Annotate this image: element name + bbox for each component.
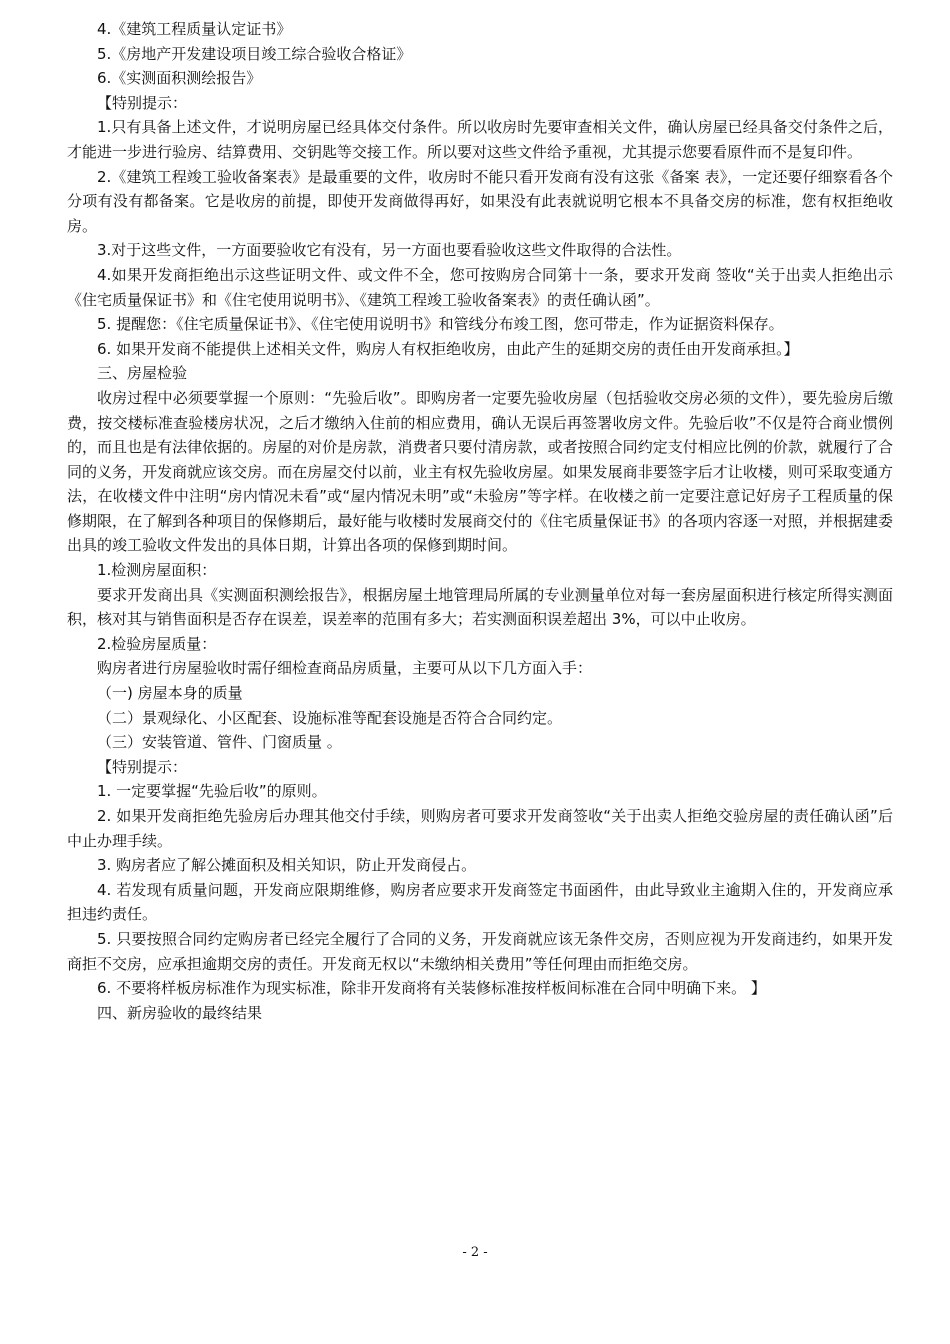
- paragraph: 5.《房地产开发建设项目竣工综合验收合格证》: [97, 44, 412, 63]
- document-body: [67, 17, 893, 1025]
- paragraph: 购房者进行房屋验收时需仔细检查商品房质量，主要可从以下几方面入手：: [97, 659, 593, 678]
- paragraph: 6. 如果开发商不能提供上述相关文件，购房人有权拒绝收房，由此产生的延期交房的责任由开发商承担。】: [97, 339, 799, 358]
- paragraph: 1.只有具备上述文件，才说明房屋已经具体交付条件。所以收房时先要审查相关文件，确认房屋已经具备交付条件之后，才能进一步进行验房、结算费用、交钥匙等交接工作。所以要对这些文件给予重视，尤其提示您要看原件而不是复印件。: [67, 118, 893, 161]
- paragraph: 3. 购房者应了解公摊面积及相关知识，防止开发商侵占。: [97, 856, 477, 875]
- paragraph: 2. 如果开发商拒绝先验房后办理其他交付手续，则购房者可要求开发商签收“关于出卖人拒绝交验房屋的责任确认函”后中止办理手续。: [67, 807, 893, 850]
- paragraph: 1. 一定要掌握“先验后收”的原则。: [97, 782, 327, 801]
- paragraph: 要求开发商出具《实测面积测绘报告》，根据房屋土地管理局所属的专业测量单位对每一套房屋面积进行核定所得实测面积，核对其与销售面积是否存在误差，误差率的范围有多大；若实测面积误差超出 3%，可以中止收房。: [67, 585, 893, 629]
- paragraph: 6. 不要将样板房标准作为现实标准，除非开发商将有关装修标准按样板间标准在合同中明确下来。 】: [97, 979, 766, 998]
- paragraph: 收房过程中必须要掌握一个原则：“先验后收”。即购房者一定要先验收房屋（包括验收交房必须的文件），要先验房后缴费，按交楼标准查验楼房状况，之后才缴纳入住前的相应费用，确认无误后再签署收房文件。先验后收”不仅是符合商业惯例的，而且也是有法律依据的。房屋的对价是房款，消费者只要付清房款，或者按照合同约定支付相应比例的价款，就履行了合同的义务，开发商就应该交房。而在房屋交付以前，业主有权先验收房屋。如果发展商非要签字后才让收楼，则可采取变通方法，在收楼文件中注明“房内情况未看”或“屋内情况未明”或“未验房”等字样。在收楼之前一定要注意记好房子工程质量的保修期限，在了解到各种项目的保修期后，最好能与收楼时发展商交付的《住宅质量保证书》的各项内容逐一对照，并根据建委出具的竣工验收文件发出的具体日期，计算出各项的保修到期时间。: [67, 388, 893, 555]
- paragraph: 4.《建筑工程质量认定证书》: [97, 20, 292, 38]
- section-heading: 三、房屋检验: [97, 364, 188, 383]
- paragraph: 【特别提示：: [97, 757, 188, 776]
- page-number: - 2 -: [462, 1245, 488, 1260]
- section-heading: 四、新房验收的最终结果: [97, 1003, 263, 1022]
- paragraph: 5. 只要按照合同约定购房者已经完全履行了合同的义务，开发商就应该无条件交房，否则应视为开发商违约，如果开发商拒不交房，应承担逾期交房的责任。开发商无权以“未缴纳相关费用”等任何理由而拒绝交房。: [67, 929, 893, 973]
- paragraph: 3.对于这些文件，一方面要验收它有没有，另一方面也要看验收这些文件取得的合法性。: [97, 241, 682, 260]
- paragraph: 【特别提示：: [97, 93, 188, 112]
- list-item: （一) 房屋本身的质量: [97, 684, 243, 703]
- paragraph: 5. 提醒您：《住宅质量保证书》、《住宅使用说明书》和管线分布竣工图，您可带走，作为证据资料保存。: [97, 315, 784, 334]
- paragraph: 6.《实测面积测绘报告》: [97, 69, 262, 88]
- paragraph: 4. 若发现有质量问题，开发商应限期维修，购房者应要求开发商签定书面函件，由此导致业主逾期入住的，开发商应承担违约责任。: [67, 880, 893, 924]
- list-item: （二）景观绿化、小区配套、设施标准等配套设施是否符合合同约定。: [97, 708, 563, 727]
- list-item: （三）安装管道、管件、门窗质量 。: [97, 733, 342, 752]
- subsection-heading: 1.检测房屋面积：: [97, 561, 217, 580]
- subsection-heading: 2.检验房屋质量：: [97, 634, 217, 653]
- paragraph: 4.如果开发商拒绝出示这些证明文件、或文件不全，您可按购房合同第十一条，要求开发商 签收“关于出卖人拒绝出示《住宅质量保证书》和《住宅使用说明书》、《建筑工程竣工验收备案表》的责任确认函”。: [67, 265, 893, 309]
- paragraph: 2.《建筑工程竣工验收备案表》是最重要的文件，收房时不能只看开发商有没有这张《备案 表》，一定还要仔细察看各个分项有没有都备案。它是收房的前提，即使开发商做得再好，如果没有此表就说明它根本不具备交房的标准，您有权拒绝收房。: [67, 167, 893, 235]
